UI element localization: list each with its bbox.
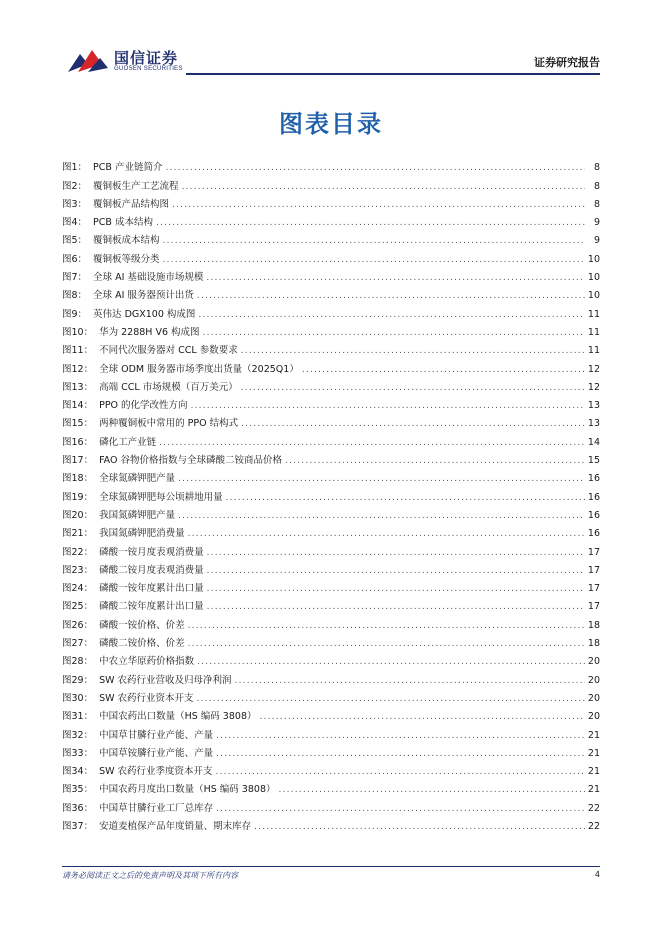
toc-entry-page: 12 bbox=[587, 381, 600, 393]
toc-entry-label: 我国氮磷钾肥产量 bbox=[99, 509, 176, 521]
toc-entry-number: 图13： bbox=[62, 381, 94, 393]
toc-entry-page: 8 bbox=[593, 198, 600, 210]
toc-entry-number: 图5： bbox=[62, 235, 88, 247]
toc-entry-number: 图3： bbox=[62, 198, 88, 210]
toc-entry-number: 图20： bbox=[62, 509, 94, 521]
toc-entry-number: 图29： bbox=[62, 674, 94, 686]
header-divider bbox=[186, 73, 600, 75]
toc-entry[interactable] bbox=[62, 339, 600, 357]
toc-entry-page: 21 bbox=[587, 766, 600, 778]
toc-entry-label: 中国草铵膦行业产能、产量 bbox=[99, 747, 214, 759]
toc-entry[interactable] bbox=[62, 723, 600, 741]
toc-entry-label: 磷酸二铵价格、价差 bbox=[99, 638, 185, 650]
toc-entry[interactable] bbox=[62, 229, 600, 247]
toc-dot-leader bbox=[198, 309, 585, 321]
footer-divider bbox=[62, 866, 600, 867]
toc-entry-label: 全球氮磷钾肥产量 bbox=[99, 473, 176, 485]
toc-entry-page: 22 bbox=[587, 802, 600, 814]
toc-entry-number: 图36： bbox=[62, 802, 94, 814]
logo-chinese-name: 国信证券 bbox=[114, 49, 179, 67]
toc-entry-label: 磷酸一铵价格、价差 bbox=[99, 619, 185, 631]
toc-entry[interactable] bbox=[62, 559, 600, 577]
toc-dot-leader bbox=[241, 345, 585, 357]
toc-entry-page: 20 bbox=[587, 674, 600, 686]
toc-entry-number: 图32： bbox=[62, 729, 94, 741]
toc-entry-page: 8 bbox=[593, 180, 600, 192]
toc-dot-leader bbox=[197, 693, 585, 705]
toc-dot-leader bbox=[188, 638, 585, 650]
toc-entry-page: 15 bbox=[587, 455, 600, 467]
toc-entry-number: 图6： bbox=[62, 253, 88, 265]
toc-entry[interactable] bbox=[62, 504, 600, 522]
toc-entry-label: 磷酸二铵年度累计出口量 bbox=[99, 601, 204, 613]
toc-dot-leader bbox=[159, 437, 585, 449]
toc-entry[interactable] bbox=[62, 540, 600, 558]
toc-entry[interactable] bbox=[62, 430, 600, 448]
toc-entry-number: 图7： bbox=[62, 272, 88, 284]
toc-entry-label: SW 农药行业季度资本开支 bbox=[99, 766, 213, 778]
toc-entry-page: 21 bbox=[587, 729, 600, 741]
toc-entry-number: 图25： bbox=[62, 601, 94, 613]
toc-entry-label: 覆铜板成本结构 bbox=[93, 235, 160, 247]
toc-entry-label: SW 农药行业营收及归母净利润 bbox=[99, 674, 232, 686]
toc-entry-label: 全球 ODM 服务器市场季度出货量（2025Q1） bbox=[99, 363, 299, 375]
toc-entry-label: 全球氮磷钾肥每公顷耕地用量 bbox=[99, 491, 223, 503]
guosen-logo bbox=[66, 44, 186, 78]
toc-entry[interactable] bbox=[62, 668, 600, 686]
toc-entry[interactable] bbox=[62, 412, 600, 430]
toc-entry-number: 图15： bbox=[62, 418, 94, 430]
toc-entry-page: 21 bbox=[587, 747, 600, 759]
toc-entry-number: 图34： bbox=[62, 766, 94, 778]
toc-entry-label: 不同代次服务器对 CCL 参数要求 bbox=[99, 345, 238, 357]
toc-entry-page: 10 bbox=[587, 290, 600, 302]
toc-entry-page: 16 bbox=[587, 528, 600, 540]
toc-entry-page: 10 bbox=[587, 253, 600, 265]
toc-entry[interactable] bbox=[62, 193, 600, 211]
toc-entry-number: 图24： bbox=[62, 583, 94, 595]
guosen-logo-mark-icon bbox=[66, 46, 110, 76]
toc-entry[interactable] bbox=[62, 522, 600, 540]
toc-entry[interactable] bbox=[62, 211, 600, 229]
toc-dot-leader bbox=[172, 199, 585, 211]
toc-entry[interactable] bbox=[62, 742, 600, 760]
figure-list bbox=[62, 156, 600, 833]
toc-entry-page: 16 bbox=[587, 491, 600, 503]
toc-entry-page: 20 bbox=[587, 692, 600, 704]
toc-entry-page: 17 bbox=[587, 601, 600, 613]
toc-entry-label: 安道麦植保产品年度销量、期末库存 bbox=[99, 820, 252, 832]
logo-english-name: GUOSEN SECURITIES bbox=[114, 66, 183, 72]
toc-dot-leader bbox=[207, 583, 585, 595]
toc-entry-label: PPO 的化学改性方向 bbox=[99, 400, 188, 412]
toc-entry[interactable] bbox=[62, 449, 600, 467]
toc-dot-leader bbox=[197, 656, 585, 668]
toc-entry[interactable] bbox=[62, 815, 600, 833]
toc-entry-number: 图14： bbox=[62, 400, 94, 412]
toc-entry-number: 图21： bbox=[62, 528, 94, 540]
toc-entry-page: 10 bbox=[587, 272, 600, 284]
toc-entry[interactable] bbox=[62, 174, 600, 192]
toc-entry-label: SW 农药行业资本开支 bbox=[99, 692, 194, 704]
toc-entry-label: 高端 CCL 市场规模（百万美元） bbox=[99, 381, 238, 393]
page-title: 图表目录 bbox=[279, 110, 383, 138]
toc-entry-number: 图35： bbox=[62, 784, 94, 796]
toc-entry-label: 覆铜板产品结构图 bbox=[93, 198, 170, 210]
toc-entry-number: 图2： bbox=[62, 180, 88, 192]
toc-dot-leader bbox=[241, 382, 585, 394]
toc-dot-leader bbox=[188, 528, 585, 540]
toc-entry-number: 图4： bbox=[62, 217, 88, 229]
toc-entry-page: 9 bbox=[593, 217, 600, 229]
toc-entry-label: 磷酸一铵年度累计出口量 bbox=[99, 583, 204, 595]
page-number: 4 bbox=[594, 870, 600, 879]
toc-entry-page: 22 bbox=[587, 820, 600, 832]
toc-dot-leader bbox=[178, 473, 585, 485]
toc-dot-leader bbox=[188, 620, 585, 632]
toc-entry-page: 17 bbox=[587, 546, 600, 558]
toc-entry[interactable] bbox=[62, 284, 600, 302]
toc-entry-number: 图31： bbox=[62, 711, 94, 723]
toc-dot-leader bbox=[163, 235, 585, 247]
toc-entry-page: 8 bbox=[593, 162, 600, 174]
toc-entry[interactable] bbox=[62, 705, 600, 723]
toc-dot-leader bbox=[197, 290, 585, 302]
toc-entry[interactable] bbox=[62, 302, 600, 320]
toc-entry-number: 图30： bbox=[62, 692, 94, 704]
toc-entry[interactable] bbox=[62, 632, 600, 650]
toc-dot-leader bbox=[216, 803, 585, 815]
toc-entry-page: 11 bbox=[587, 345, 600, 357]
toc-entry-label: 中农立华原药价格指数 bbox=[99, 656, 195, 668]
toc-entry-page: 21 bbox=[587, 784, 600, 796]
toc-entry-page: 14 bbox=[587, 436, 600, 448]
toc-entry-page: 17 bbox=[587, 564, 600, 576]
toc-dot-leader bbox=[241, 418, 585, 430]
toc-entry-page: 18 bbox=[587, 619, 600, 631]
toc-entry-number: 图26： bbox=[62, 619, 94, 631]
toc-entry-label: PCB 成本结构 bbox=[93, 217, 153, 229]
toc-dot-leader bbox=[216, 766, 585, 778]
toc-dot-leader bbox=[163, 254, 585, 266]
toc-dot-leader bbox=[216, 748, 585, 760]
toc-entry-label: 全球 AI 基础设施市场规模 bbox=[93, 272, 204, 284]
toc-entry-number: 图11： bbox=[62, 345, 94, 357]
toc-entry[interactable] bbox=[62, 485, 600, 503]
toc-entry-page: 11 bbox=[587, 326, 600, 338]
toc-entry-page: 20 bbox=[587, 711, 600, 723]
toc-entry[interactable] bbox=[62, 796, 600, 814]
toc-entry[interactable] bbox=[62, 760, 600, 778]
report-type-label: 证券研究报告 bbox=[534, 56, 600, 69]
toc-entry[interactable] bbox=[62, 266, 600, 284]
toc-entry-number: 图28： bbox=[62, 656, 94, 668]
toc-dot-leader bbox=[207, 547, 585, 559]
toc-entry-number: 图12： bbox=[62, 363, 94, 375]
toc-dot-leader bbox=[207, 601, 585, 613]
toc-dot-leader bbox=[278, 784, 584, 796]
toc-dot-leader bbox=[226, 492, 585, 504]
toc-entry[interactable] bbox=[62, 376, 600, 394]
toc-entry-page: 11 bbox=[587, 308, 600, 320]
toc-entry-page: 18 bbox=[587, 638, 600, 650]
toc-entry-page: 13 bbox=[587, 418, 600, 430]
toc-entry[interactable] bbox=[62, 467, 600, 485]
toc-entry-number: 图9： bbox=[62, 308, 88, 320]
toc-dot-leader bbox=[191, 400, 585, 412]
toc-entry[interactable] bbox=[62, 778, 600, 796]
toc-entry-label: 磷化工产业链 bbox=[99, 436, 157, 448]
toc-entry[interactable] bbox=[62, 321, 600, 339]
toc-entry[interactable] bbox=[62, 650, 600, 668]
toc-entry-number: 图23： bbox=[62, 564, 94, 576]
toc-entry[interactable] bbox=[62, 357, 600, 375]
toc-entry-label: 我国氮磷钾肥消费量 bbox=[99, 528, 185, 540]
toc-dot-leader bbox=[165, 162, 585, 174]
toc-entry-label: 中国草甘膦行业产能、产量 bbox=[99, 729, 214, 741]
toc-entry-label: FAO 谷物价格指数与全球磷酸二铵商品价格 bbox=[99, 455, 283, 467]
toc-entry-page: 20 bbox=[587, 656, 600, 668]
toc-entry-page: 17 bbox=[587, 583, 600, 595]
toc-entry-page: 16 bbox=[587, 509, 600, 521]
toc-entry-page: 13 bbox=[587, 400, 600, 412]
toc-entry-number: 图10： bbox=[62, 326, 94, 338]
toc-entry-number: 图8： bbox=[62, 290, 88, 302]
toc-entry-label: 磷酸二铵月度表观消费量 bbox=[99, 564, 204, 576]
toc-entry-number: 图19： bbox=[62, 491, 94, 503]
toc-dot-leader bbox=[285, 455, 585, 467]
toc-entry-number: 图16： bbox=[62, 436, 94, 448]
toc-entry-number: 图33： bbox=[62, 747, 94, 759]
toc-entry-label: 覆铜板等级分类 bbox=[93, 253, 160, 265]
toc-entry[interactable] bbox=[62, 247, 600, 265]
toc-entry[interactable] bbox=[62, 577, 600, 595]
toc-entry-label: 中国草甘膦行业工厂总库存 bbox=[99, 802, 214, 814]
toc-dot-leader bbox=[207, 565, 585, 577]
toc-dot-leader bbox=[178, 510, 585, 522]
toc-entry-label: 英伟达 DGX100 构成图 bbox=[93, 308, 196, 320]
toc-entry-number: 图17： bbox=[62, 455, 94, 467]
toc-dot-leader bbox=[216, 730, 585, 742]
toc-entry[interactable] bbox=[62, 394, 600, 412]
toc-entry-label: 全球 AI 服务器预计出货 bbox=[93, 290, 194, 302]
toc-entry-label: PCB 产业链简介 bbox=[93, 162, 163, 174]
toc-entry-label: 华为 2288H V6 构成图 bbox=[99, 326, 200, 338]
toc-entry-page: 9 bbox=[593, 235, 600, 247]
toc-dot-leader bbox=[302, 364, 585, 376]
toc-entry-label: 覆铜板生产工艺流程 bbox=[93, 180, 179, 192]
toc-dot-leader bbox=[203, 327, 585, 339]
toc-entry-number: 图37： bbox=[62, 820, 94, 832]
toc-entry-number: 图27： bbox=[62, 638, 94, 650]
toc-entry-label: 磷酸一铵月度表观消费量 bbox=[99, 546, 204, 558]
toc-entry-number: 图22： bbox=[62, 546, 94, 558]
toc-entry-number: 图1： bbox=[62, 162, 88, 174]
toc-dot-leader bbox=[235, 675, 585, 687]
toc-dot-leader bbox=[259, 711, 584, 723]
toc-dot-leader bbox=[254, 821, 585, 833]
toc-entry-label: 中国农药月度出口数量（HS 编码 3808） bbox=[99, 784, 276, 796]
toc-dot-leader bbox=[156, 217, 585, 229]
toc-entry[interactable] bbox=[62, 156, 600, 174]
toc-entry[interactable] bbox=[62, 687, 600, 705]
toc-entry-page: 12 bbox=[587, 363, 600, 375]
toc-entry-page: 16 bbox=[587, 473, 600, 485]
footer-disclaimer: 请务必阅读正文之后的免责声明及其项下所有内容 bbox=[62, 871, 238, 880]
toc-entry-number: 图18： bbox=[62, 473, 94, 485]
toc-entry[interactable] bbox=[62, 613, 600, 631]
toc-dot-leader bbox=[206, 272, 585, 284]
toc-entry[interactable] bbox=[62, 595, 600, 613]
toc-entry-label: 中国农药出口数量（HS 编码 3808） bbox=[99, 711, 257, 723]
toc-entry-label: 两种覆铜板中常用的 PPO 结构式 bbox=[99, 418, 239, 430]
toc-dot-leader bbox=[182, 181, 585, 193]
